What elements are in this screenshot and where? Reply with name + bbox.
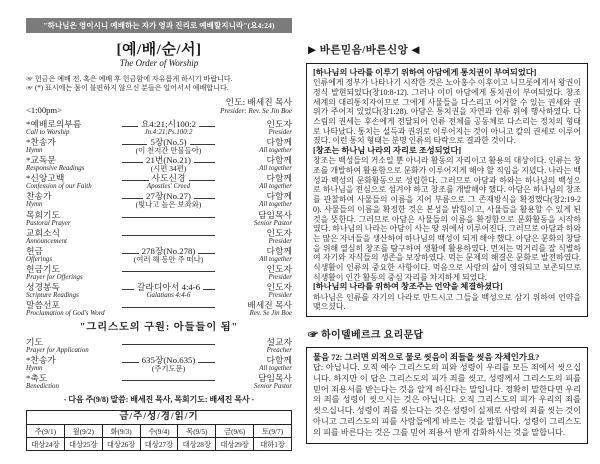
item-label [26,210,119,228]
leader-line [122,198,143,199]
leader-line [203,289,215,290]
order-item [26,228,292,246]
item-label [26,355,119,373]
order-item [26,210,292,228]
item-role-ko: 다함께 [266,173,292,184]
item-label-ko: 목회기도 [26,209,60,220]
item-content-sub: (여러 해 동안 주 떠나) [133,254,204,264]
item-label-en: Confession of our Faith [26,183,92,191]
item-role [218,155,292,173]
reading-passage-cell: 대하1장 [254,438,292,451]
item-role-en: Presider [268,237,292,245]
leader-line [194,198,215,199]
note-line: ☞ (*) 표시에는 몸이 불편하지 않으신 분들은 일어서서 예배합니다. [26,84,229,93]
item-label-ko: 헌금기도 [26,264,60,275]
order-item [26,191,292,209]
doctrine-section-heading: [창조는 하나님 나라의 자리로 조성되었다] [313,146,462,156]
item-role [218,300,292,318]
leader-line [122,362,139,363]
catechism-answer: 답: 아닙니다. 오직 예수 그리스도의 피와 성령이 우리를 모든 죄에서 씻으십니다. 하지만 이 답은 그리스도의 피가 죄를 씻고, 성령께서 그리스도의 피를 믿어 죄용서를 받는다는 것을 알게 하신다는 말입니다. 정확히 말한다면 우리의 죄를 성령이 씻으시는 것은 아닙니다. 오직 그리스도의 피가 우리의 죄를 씻으십니다. 성령이 죄를 씻는다는 것은 성령이 실제로 사람의 죄를 씻는 것이 아니고 그리스도의 피를 사람들에게 바르는 것을 말합니다. 성령이 그리스도의 피를 바른다는 것은 그를 믿어 죄용서 받게 감화하시는 것을 말합니다. [313,363,581,437]
item-content-sub: Galatians 4:4-6 [146,292,191,300]
right-faith-column [306,18,588,456]
reading-day-cell: 토(9/7) [254,425,292,438]
item-role-en: Presider [268,128,292,136]
item-label-ko: *예배로의부름 [26,118,82,129]
item-role-ko: 배세진 목사 [247,300,292,311]
item-content-text: 사도신경 [151,173,186,184]
order-item [26,246,292,264]
item-label-ko: 기도 [26,336,43,347]
leader-line [198,253,215,254]
service-time-row [26,97,292,115]
item-label-ko: 교회소식 [26,227,60,238]
item-label-ko: 헌금 [26,245,43,256]
item-content-line [119,228,218,238]
order-item [26,337,292,355]
reading-passage-cell: 대상27장 [140,438,178,451]
item-role-ko: 다함께 [266,245,292,256]
item-role-ko: 설교자 [266,336,292,347]
presider-block [220,97,292,115]
item-label-en: Hymn [26,201,43,209]
item-label [26,155,119,173]
note-line: ☞ 헌금은 예배 전, 혹은 예배 후 헌금함에 자유롭게 하시기 바랍니다. [26,75,233,83]
item-role [218,210,292,228]
item-role-ko: 인도자 [266,118,292,129]
item-role-en: Rev. Se Jin Boe [249,310,292,318]
item-content [119,337,218,355]
item-content [119,137,218,155]
leader-line [122,307,215,308]
leader-line [122,289,134,290]
leader-line [122,162,143,163]
item-role-ko: 인도자 [266,227,292,238]
item-label [26,373,119,391]
leader-line [122,217,215,218]
item-content-text: 5장(No.5) [150,136,187,147]
reading-passage-cell: 대상24장 [27,438,65,451]
item-content-line [119,173,218,183]
bulletin-notes [26,75,292,94]
reading-table-title-row [27,411,292,425]
item-role-ko: 담임목사 [258,373,292,384]
item-content-text: 278장(No.278) [141,245,196,256]
item-role-en: All together [259,201,292,209]
reading-day-cell: 수(9/4) [140,425,178,438]
item-label [26,228,119,246]
item-role-ko: 담임목사 [258,209,292,220]
item-role-ko: 인도자 [266,264,292,275]
item-label [26,246,119,264]
item-content-line [119,210,218,220]
item-content-sub: (주기도문) [151,363,186,373]
item-role-ko: 다함께 [266,191,292,202]
item-content [119,210,218,228]
item-content-sub: Apostles' Creed [146,183,191,191]
item-role [218,373,292,391]
order-title-korean: [예/배/순/서] [116,42,202,58]
leader-line [122,380,215,381]
item-role [218,337,292,355]
item-content-line [119,282,218,292]
item-role [218,264,292,282]
leader-line [122,180,149,181]
doctrine-section-heading: [하나님의 나라를 이루기 위하여 아담에게 통치권이 부여되었다] [313,68,537,77]
doctrine-section-body: 창조는 백성들의 거소일 뿐 아니라 활동의 자리이고 활용의 대상이다. 인류는 창조를 개발하여 활용함으로 문화가 이루어지게 해야 할 직임을 지녔다. 나라는 백성과 백성의 문화활동으로 성립한다. 그러므로 아담과 하와는 하나님의 백성으로 하나님을 전심으로 섬겨야 하고 창조를 개발해야 했다. 아담은 하나님의 창조를 관찰하여 사물들의 이름을 지어 부름으로 그 존재방식을 확정했다(창2:19-20). 사물들의 이름을 확정한 것은 본성을 밝힘이고, 사물들을 활용할 수 있게 된 것을 뜻한다. 그러므로 아담은 사물들의 이름을 확정함으로 문화활동을 시작하였다. 하나님의 나라는 아담이 사는 땅 위에서 이루어진다. 그러므로 아담과 하와는 많은 자녀들을 생산하여 하나님의 백성이 되게 해야 했다. 아담은 문화의 창달을 위해 열심히 창조를 탐구하여 생활에 활용하였다. 먼저는 먹거리를 잘 식별하여 자기와 자식들의 생존을 보장하였다. 먹는 문제의 해결은 문화로 발전하였다. 식생활이 인류의 중요한 사항이다. 먹음으로 사람의 삶이 영위되고 보존되므로 식생활이 인간 활동의 중심 자리를 차지하게 되었다. [313,156,581,282]
item-content [119,155,218,173]
item-label-ko: *교독문 [26,154,56,165]
presider-korean: 인도: 배세진 목사 [225,96,292,107]
item-content [119,300,218,318]
order-item [26,137,292,155]
reading-passage-cell: 대상28장 [178,438,216,451]
item-role-en: All together [259,255,292,263]
item-label-en: Announcement [26,237,67,245]
weekly-bible-reading-table [26,410,292,451]
doctrine-section-body: 하나님은 인류를 자기의 나라로 만드시고 그들을 백성으로 삼기 위하여 언약을 맺으셨다. [313,292,581,312]
order-item [26,264,292,282]
catechism-box [306,347,588,444]
leader-line [198,362,215,363]
item-content-sub: (빛나고 높은 보좌와) [135,200,202,210]
item-label-ko: *축도 [26,373,48,384]
scripture-banner: "하나님은 영이시니 예배하는 자가 영과 진리로 예배할지니라"(요4:24) [26,18,292,33]
next-week-notice: - 다음 주(9/8) 말씀: 배세진 목사, 목회기도: 배세진 목사 - [63,395,255,405]
item-label-en: Call to Worship [26,128,70,136]
item-label [26,300,119,318]
faith-teaching-box [306,63,588,317]
item-role-ko: 다함께 [266,154,292,165]
item-content [119,282,218,300]
reading-table-days-row [27,425,292,438]
item-content-text: 635장(No.635) [141,354,196,365]
item-label [26,264,119,282]
item-role-en: Presider [268,274,292,282]
item-role [218,137,292,155]
item-content [119,228,218,246]
item-label-en: Prayer for Offerings [26,274,83,282]
item-role [218,246,292,264]
item-label-ko: 말씀선포 [26,300,60,311]
item-label [26,137,119,155]
item-label-en: Hymn [26,364,43,372]
order-item [26,119,292,137]
item-label [26,282,119,300]
item-content-line [119,264,218,274]
order-item [26,173,292,191]
item-content-line [119,337,218,347]
item-role-en: Senior Pastor [253,219,292,227]
item-content [119,119,218,137]
item-role-en: Presider [268,292,292,300]
leader-line [122,344,215,345]
doctrine-section-heading: [하나님의 나라를 위하여 창조주는 언약을 체결하셨다] [313,282,503,292]
item-label-ko: *신앙고백 [26,173,65,184]
order-item [26,282,292,300]
item-label [26,191,119,209]
reading-day-cell: 금(9/6) [216,425,254,438]
item-content-text: 21번(No.21) [146,154,191,165]
leader-line [122,144,147,145]
order-of-worship-column [26,18,292,456]
item-role-en: All together [259,164,292,172]
item-role-en: All together [259,183,292,191]
item-content-text: 요4:21;시100:2 [140,118,197,129]
item-content [119,246,218,264]
item-content-sub: (이 천지간 만물들아) [135,145,202,155]
doctrine-section-body: 인류에게 정부가 나타나기 시작한 것은 노아홍수 이후이고 니므롯에게서 왕권이 정식 발현되었다(창10:8-12). 그러나 이미 아담에게 통치권이 부여되었다. 창조세계의 대리통치자이므로 그에게 사물들을 다스리고 어거할 수 있는 권세와 권위가 주어져 있었다(창1:28). 아담은 통치권을 자연과 인류 위에 행사하였다. 다스림의 권세는 후손에게 전달되어 인류 전체를 공동체로 다스리는 정치의 형태로 나타났다. 통치는 설득과 권위로 이루어지는 것이 아니고 칼의 권세로 이루어졌다. 이런 통치 형태는 분명 인류의 타락으로 결과한 것이다. [313,78,581,146]
item-label-ko: 찬송가 [26,191,52,202]
item-label-en: Proclamation of God's Word [26,310,105,318]
item-content [119,373,218,391]
leader-line [122,235,215,236]
order-items-after-sermon [26,337,292,392]
catechism-question: 물음 72: 그러면 외적으로 물로 씻음이 죄들을 씻음 자체인가요? [313,353,540,363]
item-content [119,264,218,282]
item-label-en: Offerings [26,255,53,263]
leader-line [199,126,215,127]
item-label-en: Pastoral Prayer [26,219,71,227]
leader-line [194,162,215,163]
item-label [26,119,119,137]
item-label-en: Hymn [26,146,43,154]
reading-passage-cell: 대상29장 [216,438,254,451]
reading-day-cell: 화(9/3) [102,425,140,438]
item-label-ko: *찬송가 [26,354,56,365]
item-label [26,173,119,191]
item-role-en: Preacher [266,346,292,354]
order-item [26,373,292,391]
item-label-ko: 성경봉독 [26,282,60,293]
item-content-line [119,119,218,129]
item-content-sub: (시편 34편) [150,163,187,173]
item-role-en: All together [259,146,292,154]
item-role-ko: 인도자 [266,282,292,293]
leader-line [190,144,215,145]
item-content-line [119,373,218,383]
reading-day-cell: 월(9/2) [64,425,102,438]
reading-passage-cell: 대상26장 [102,438,140,451]
item-role [218,173,292,191]
leader-line [122,126,138,127]
item-content-text: 27장(No.27) [146,191,191,202]
item-role-en: Senior Pastor [253,383,292,391]
item-role-ko: 다함께 [266,354,292,365]
service-time: <1:00pm> [26,104,62,115]
item-role [218,355,292,373]
item-content [119,355,218,373]
presider-english: Presider: Rev. Se Jin Boe [220,106,292,115]
order-item [26,155,292,173]
item-label-en: Prayer for Application [26,346,89,354]
item-label-en: Scripture Readings [26,292,79,300]
item-role [218,228,292,246]
item-content-sub: Jn.4:21;Ps.100:2 [144,128,193,136]
item-role [218,119,292,137]
reading-table-title: 금/주/성/경/읽/기 [27,411,292,425]
item-content [119,191,218,209]
item-label-en: Benediction [26,383,59,391]
item-content [119,173,218,191]
reading-passage-cell: 대상25장 [64,438,102,451]
order-item [26,300,292,318]
item-role-ko: 다함께 [266,136,292,147]
item-label [26,337,119,355]
leader-line [189,180,216,181]
item-label-ko: *찬송가 [26,136,56,147]
leader-line [122,271,215,272]
item-role [218,191,292,209]
order-items-before-sermon [26,119,292,319]
sermon-title: "그리스도의 구원: 아들들이 됨" [79,321,239,333]
reading-table-passages-row [27,438,292,451]
item-label-en: Responsive Readings [26,164,85,172]
reading-day-cell: 주(9/1) [27,425,65,438]
item-content-text: 갈라디아서 4:4-6 [136,282,201,293]
faith-section-header: ▶ 바른믿음/바른신앙 ◀ [308,45,420,56]
order-item [26,355,292,373]
item-role-en: All together [259,364,292,372]
catechism-header: ☞ 하이델베르크 요리문답 [308,330,424,342]
item-content-line [119,300,218,310]
order-title-english: The Order of Worship [119,58,199,68]
item-role [218,282,292,300]
leader-line [122,253,139,254]
reading-day-cell: 목(9/5) [178,425,216,438]
